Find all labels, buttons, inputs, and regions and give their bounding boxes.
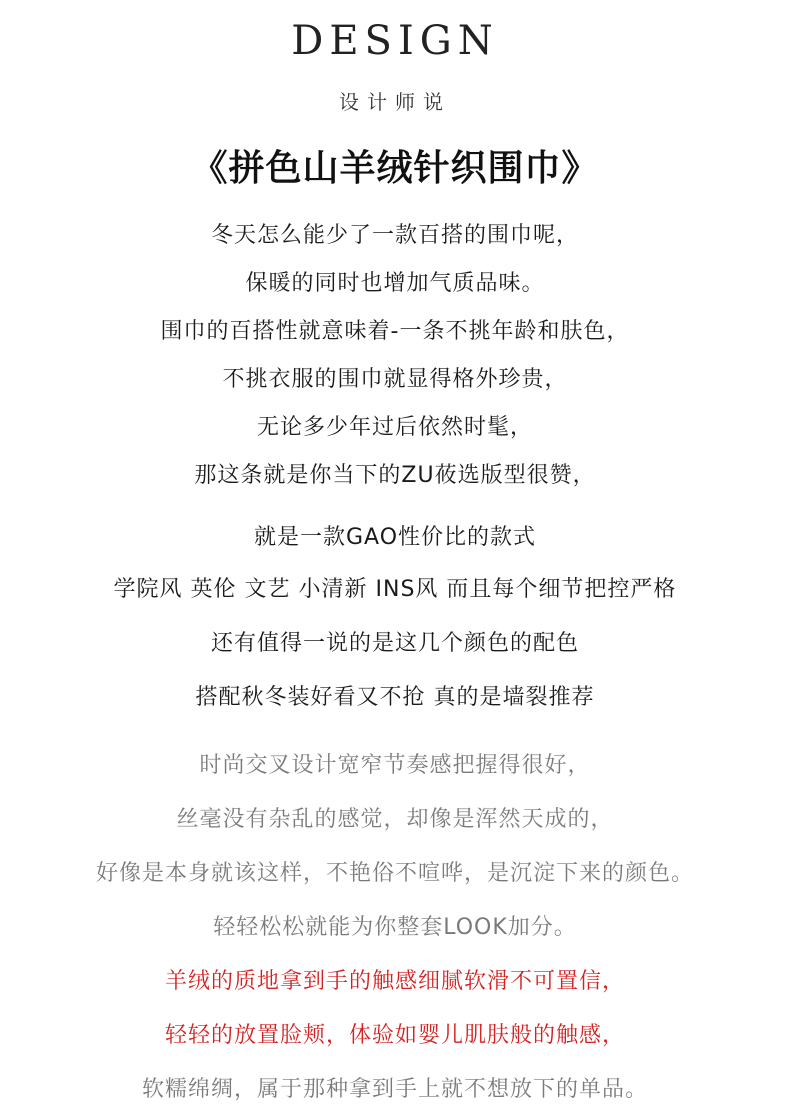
design-heading: DESIGN: [291, 18, 499, 64]
text-line: 就是一款GAO性价比的款式: [253, 525, 537, 550]
text-line-gray: 好像是本身就该这样，不艳俗不喧哗，是沉淀下来的颜色。: [95, 861, 694, 886]
text-line: 无论多少年过后依然时髦，: [256, 415, 533, 440]
text-line-gray: 时尚交叉设计宽窄节奏感把握得很好，: [199, 753, 591, 778]
text-line: 学院风 英伦 文艺 小清新 INS风 而且每个细节把控严格: [113, 577, 677, 602]
text-line-gray: 丝毫没有杂乱的感觉，却像是浑然天成的，: [176, 807, 614, 832]
text-line-red: 羊绒的质地拿到手的触感细腻软滑不可置信，: [164, 969, 625, 994]
text-line: 围巾的百搭性就意味着-一条不挑年龄和肤色，: [160, 319, 630, 344]
text-line: 搭配秋冬装好看又不抢 真的是墙裂推荐: [195, 685, 595, 710]
text-line-gray: 轻轻松松就能为你整套LOOK加分。: [213, 915, 577, 940]
product-title: 《拼色山羊绒针织围巾》: [191, 148, 599, 189]
text-line-gray: 软糯绵绸，属于那种拿到手上就不想放下的单品。: [141, 1077, 648, 1102]
text-line: 那这条就是你当下的ZU莜选版型很赞，: [194, 463, 596, 488]
text-line: 冬天怎么能少了一款百搭的围巾呢，: [210, 223, 579, 248]
text-line: 保暖的同时也增加气质品味。: [245, 271, 545, 296]
designer-says-subtitle: 设计师说: [339, 90, 451, 114]
text-line-red: 轻轻的放置脸颊，体验如婴儿肌肤般的触感，: [164, 1023, 625, 1048]
text-line: 不挑衣服的围巾就显得格外珍贵，: [222, 367, 568, 392]
text-line: 还有值得一说的是这几个颜色的配色: [210, 631, 579, 656]
